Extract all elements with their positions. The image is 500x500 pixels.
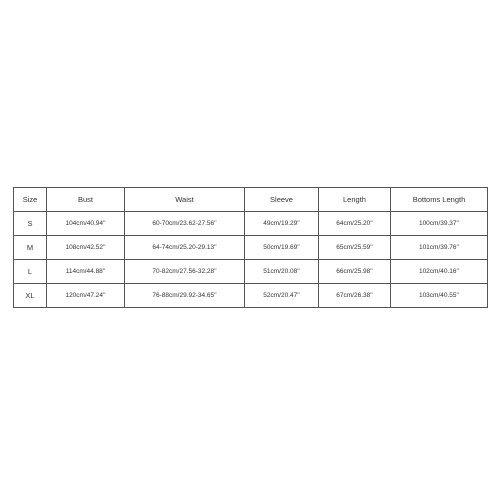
header-length: Length [319,188,391,212]
waist-cell: 70-82cm/27.56-32.28'' [125,260,245,284]
size-chart-table [13,187,488,308]
header-waist: Waist [125,188,245,212]
bust-cell: 120cm/47.24'' [47,284,125,308]
sleeve-cell: 51cm/20.08'' [245,260,319,284]
sleeve-cell: 50cm/19.69'' [245,236,319,260]
table-row [14,212,488,236]
size-cell: L [14,260,47,284]
waist-cell: 60-70cm/23.62-27.56'' [125,212,245,236]
size-cell: M [14,236,47,260]
table-row [14,260,488,284]
sleeve-cell: 49cm/19.29'' [245,212,319,236]
header-bottoms-length: Bottoms Length [391,188,488,212]
table-row [14,284,488,308]
length-cell: 66cm/25.98'' [319,260,391,284]
header-size: Size [14,188,47,212]
header-row [14,188,488,212]
length-cell: 67cm/26.38'' [319,284,391,308]
waist-cell: 76-88cm/29.92-34.65'' [125,284,245,308]
length-cell: 64cm/25.20'' [319,212,391,236]
table-row [14,236,488,260]
sleeve-cell: 52cm/20.47'' [245,284,319,308]
waist-cell: 64-74cm/25.20-29.13'' [125,236,245,260]
bottoms-length-cell: 101cm/39.76'' [391,236,488,260]
size-cell: S [14,212,47,236]
bottoms-length-cell: 103cm/40.55'' [391,284,488,308]
header-sleeve: Sleeve [245,188,319,212]
bust-cell: 114cm/44.88'' [47,260,125,284]
header-bust: Bust [47,188,125,212]
bottoms-length-cell: 100cm/39.37'' [391,212,488,236]
bust-cell: 104cm/40.94'' [47,212,125,236]
bottoms-length-cell: 102cm/40.16'' [391,260,488,284]
length-cell: 65cm/25.59'' [319,236,391,260]
size-cell: XL [14,284,47,308]
bust-cell: 108cm/42.52'' [47,236,125,260]
